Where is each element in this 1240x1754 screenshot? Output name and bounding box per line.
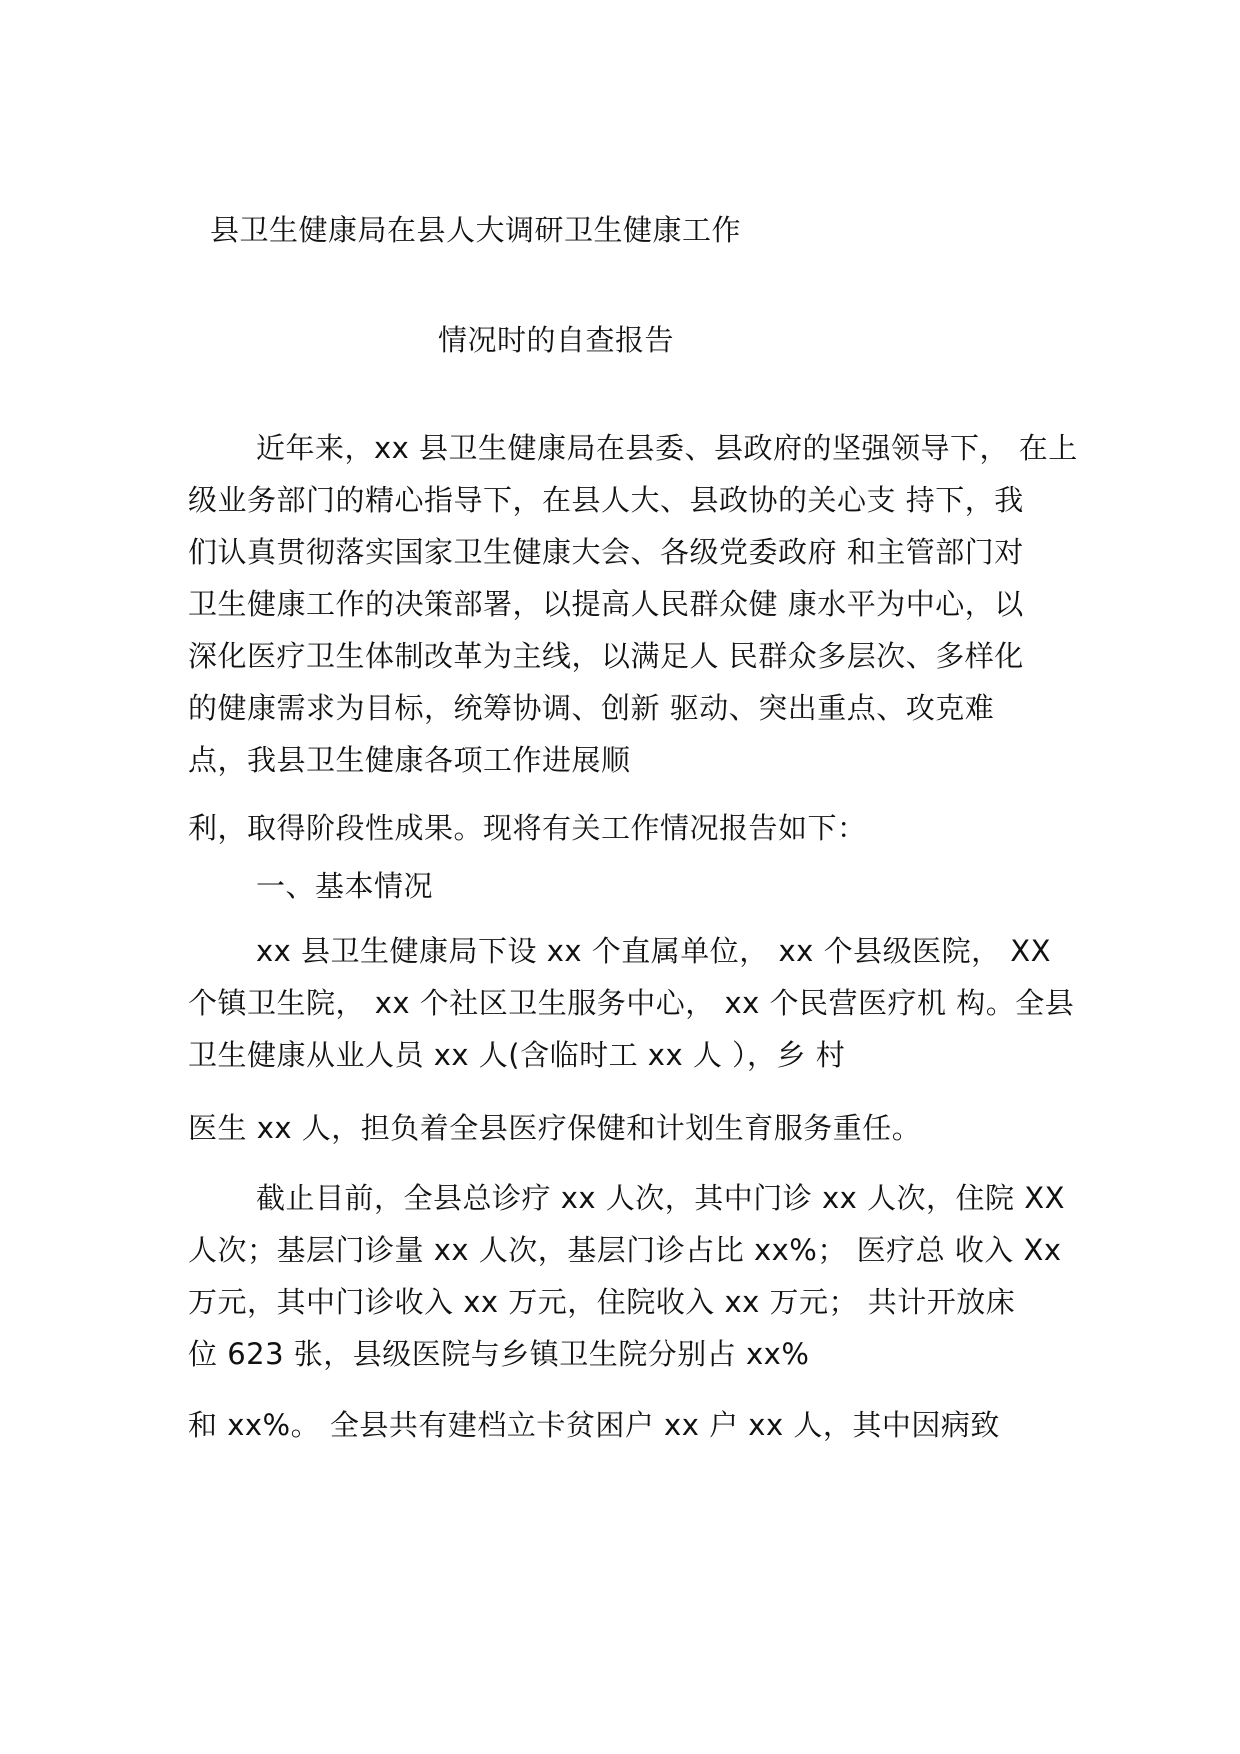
body-line-6: 的健康需求为目标，统筹协调、创新 驱动、突出重点、攻克难 <box>188 691 995 725</box>
body-line-14: 截止目前，全县总诊疗 xx 人次，其中门诊 xx 人次，住院 XX <box>256 1181 1065 1215</box>
title-line-1: 县卫生健康局在县人大调研卫生健康工作 <box>210 213 742 247</box>
title-line-2: 情况时的自查报告 <box>438 323 675 357</box>
body-line-13: 医生 xx 人，担负着全县医疗保健和计划生育服务重任。 <box>188 1111 922 1145</box>
body-line-1: 近年来，xx 县卫生健康局在县委、县政府的坚强领导下， 在上 <box>256 431 1078 465</box>
body-line-2: 级业务部门的精心指导下，在县人大、县政协的关心支 持下，我 <box>188 483 1024 517</box>
body-line-16: 万元，其中门诊收入 xx 万元，住院收入 xx 万元； 共计开放床 <box>188 1285 1016 1319</box>
body-line-5: 深化医疗卫生体制改革为主线，以满足人 民群众多层次、多样化 <box>188 639 1024 673</box>
body-line-12: 卫生健康从业人员 xx 人(含临时工 xx 人 ），乡 村 <box>188 1038 846 1072</box>
body-line-4: 卫生健康工作的决策部署，以提高人民群众健 康水平为中心，以 <box>188 587 1024 621</box>
body-line-8: 利，取得阶段性成果。现将有关工作情况报告如下： <box>188 811 867 845</box>
body-line-11: 个镇卫生院， xx 个社区卫生服务中心， xx 个民营医疗机 构。全县 <box>188 986 1075 1020</box>
body-line-15: 人次；基层门诊量 xx 人次，基层门诊占比 xx%； 医疗总 收入 Xx <box>188 1233 1062 1267</box>
section-heading: 一、基本情况 <box>256 869 434 903</box>
body-line-18: 和 xx%。 全县共有建档立卡贫困户 xx 户 xx 人，其中因病致 <box>188 1408 1000 1442</box>
body-line-17: 位 623 张，县级医院与乡镇卫生院分别占 xx% <box>188 1337 810 1371</box>
body-line-7: 点，我县卫生健康各项工作进展顺 <box>188 743 631 777</box>
body-line-3: 们认真贯彻落实国家卫生健康大会、各级党委政府 和主管部门对 <box>188 535 1024 569</box>
body-line-10: xx 县卫生健康局下设 xx 个直属单位， xx 个县级医院， XX <box>256 934 1052 968</box>
